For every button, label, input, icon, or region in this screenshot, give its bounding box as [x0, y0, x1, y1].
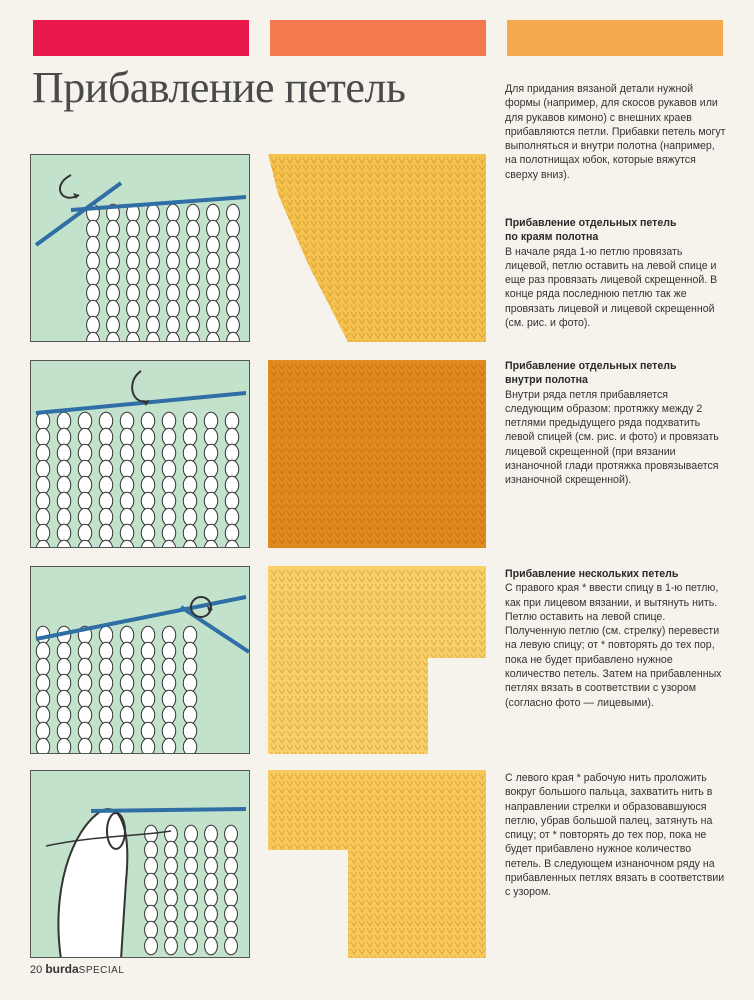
stitch-loop — [107, 220, 120, 238]
stitch-loop — [99, 706, 112, 724]
stitch-loop — [36, 508, 49, 526]
stitch-loop — [127, 332, 140, 342]
stitch-loop — [225, 444, 238, 462]
stitch-loop — [127, 300, 140, 318]
section-inner-increase — [505, 359, 727, 488]
stitch-loop — [141, 444, 154, 462]
stitch-loop — [162, 492, 175, 510]
stitch-loop — [227, 284, 240, 302]
section-heading: Прибавление нескольких петель — [505, 568, 679, 580]
stitch-loop — [99, 658, 112, 676]
photo-edge-increase — [268, 154, 486, 342]
stitch-loop — [107, 300, 120, 318]
page-number: 20 — [30, 964, 43, 976]
stitch-loop — [141, 492, 154, 510]
stitch-loop — [183, 706, 196, 724]
stitch-loop — [87, 252, 100, 270]
stitch-loop — [145, 937, 158, 955]
stitch-loop — [99, 444, 112, 462]
stitch-loop — [204, 428, 217, 446]
stitch-loop — [183, 626, 196, 644]
stitch-loop — [185, 857, 198, 875]
stitch-loop — [145, 889, 158, 907]
stitch-loop — [162, 476, 175, 494]
stitch-loop — [57, 460, 70, 478]
knit-swatch-photo — [268, 360, 486, 548]
stitch-loop — [78, 460, 91, 478]
stitch-loop — [99, 508, 112, 526]
knitting-multiple-left-diagram — [31, 771, 250, 958]
stitch-loop — [227, 300, 240, 318]
stitch-loop — [36, 492, 49, 510]
stitch-loop — [141, 674, 154, 692]
stitch-loop — [225, 937, 238, 955]
stitch-loop — [187, 284, 200, 302]
stitch-loop — [78, 524, 91, 542]
stitch-loop — [141, 476, 154, 494]
stitch-loop — [141, 642, 154, 660]
stitch-loop — [204, 444, 217, 462]
stitch-loop — [162, 444, 175, 462]
stitch-loop — [127, 220, 140, 238]
header-color-bar-red — [33, 20, 249, 56]
stitch-loop — [207, 268, 220, 286]
stitch-loop — [162, 674, 175, 692]
stitch-loop — [36, 642, 49, 660]
stitch-loop — [165, 889, 178, 907]
stitch-loop — [120, 492, 133, 510]
stitch-loop — [165, 841, 178, 859]
stitch-loop — [187, 204, 200, 222]
stitch-loop — [99, 738, 112, 754]
stitch-loop — [187, 220, 200, 238]
stitch-loop — [205, 937, 218, 955]
stitch-loop — [183, 412, 196, 430]
stitch-loop — [205, 889, 218, 907]
section-body: С левого края * рабочую нить проложить вокруг большого пальца, захватить нить в направлении стрелки и образовавшуюся петлю, убрав большой палец, затянуть на спицу; от * повторять до тех пор, пока не будет прибавлено нужное количество петель. В следующем изнаночном ряду на прибавленных петлях вязать в соответствии с узором. — [505, 772, 725, 899]
stitch-loop — [36, 460, 49, 478]
stitch-loop — [78, 690, 91, 708]
stitch-loop — [120, 444, 133, 462]
section-heading: Прибавление отдельных петель внутри полотна — [505, 360, 677, 387]
stitch-loop — [36, 674, 49, 692]
stitch-loop — [183, 508, 196, 526]
stitch-loop — [204, 460, 217, 478]
stitch-loop — [207, 284, 220, 302]
stitch-loop — [162, 428, 175, 446]
stitch-loop — [183, 642, 196, 660]
stitch-loop — [225, 476, 238, 494]
stitch-loop — [225, 492, 238, 510]
stitch-loop — [205, 841, 218, 859]
stitch-loop — [78, 492, 91, 510]
page-title: Прибавление петель — [32, 63, 406, 112]
stitch-loop — [120, 642, 133, 660]
stitch-loop — [185, 825, 198, 843]
stitch-loop — [120, 460, 133, 478]
stitch-loop — [57, 508, 70, 526]
stitch-loop — [78, 428, 91, 446]
stitch-loop — [183, 738, 196, 754]
stitch-loop — [141, 524, 154, 542]
stitch-loop — [147, 284, 160, 302]
section-body: Внутри ряда петля прибавляется следующим образом: протяжку между 2 петлями предыдущего ряда подхватить левой спицей (см. рис. и фото) и провязать лицевой скрещенной (при вязании изнаночной глади протяжка провязывается изнаночной скрещенной). — [505, 388, 719, 487]
section-heading: Прибавление отдельных петель по краям полотна — [505, 217, 677, 244]
stitch-loop — [207, 220, 220, 238]
stitch-loop — [78, 706, 91, 724]
stitch-loop — [227, 252, 240, 270]
stitch-loop — [205, 921, 218, 939]
stitch-loop — [36, 524, 49, 542]
stitch-loop — [57, 642, 70, 660]
stitch-loop — [167, 284, 180, 302]
stitch-loop — [205, 873, 218, 891]
stitch-loop — [167, 220, 180, 238]
stitch-loop — [185, 841, 198, 859]
stitch-loop — [147, 220, 160, 238]
stitch-loop — [127, 236, 140, 254]
stitch-loop — [205, 905, 218, 923]
stitch-loop — [183, 492, 196, 510]
stitch-loop — [120, 508, 133, 526]
stitch-loop — [57, 738, 70, 754]
stitch-loop — [227, 332, 240, 342]
stitch-loop — [36, 738, 49, 754]
illustration-edge-increase — [30, 154, 250, 342]
stitch-loop — [120, 706, 133, 724]
illustration-multiple-left — [30, 770, 250, 958]
stitch-loop — [36, 706, 49, 724]
stitch-loop — [167, 236, 180, 254]
stitch-loop — [57, 524, 70, 542]
stitch-loop — [185, 873, 198, 891]
stitch-loop — [141, 540, 154, 548]
stitch-loop — [78, 476, 91, 494]
stitch-loop — [36, 722, 49, 740]
stitch-loop — [78, 412, 91, 430]
knit-swatch-photo — [268, 154, 486, 342]
stitch-loop — [162, 540, 175, 548]
stitch-loop — [162, 460, 175, 478]
stitch-loop — [120, 428, 133, 446]
stitch-loop — [57, 690, 70, 708]
stitch-loop — [36, 540, 49, 548]
stitch-loop — [207, 332, 220, 342]
stitch-loop — [165, 905, 178, 923]
stitch-loop — [225, 540, 238, 548]
stitch-loop — [183, 444, 196, 462]
stitch-loop — [187, 300, 200, 318]
stitch-loop — [187, 268, 200, 286]
knitting-multiple-right-diagram — [31, 567, 250, 754]
illustration-inner-increase — [30, 360, 250, 548]
header-color-bar-orange — [270, 20, 486, 56]
stitch-loop — [225, 873, 238, 891]
stitch-loop — [107, 316, 120, 334]
stitch-loop — [147, 300, 160, 318]
stitch-loop — [57, 658, 70, 676]
footer — [30, 962, 124, 976]
stitch-loop — [141, 690, 154, 708]
stitch-loop — [225, 524, 238, 542]
stitch-loop — [183, 428, 196, 446]
stitch-loop — [207, 252, 220, 270]
stitch-loop — [99, 428, 112, 446]
stitch-loop — [78, 674, 91, 692]
stitch-loop — [147, 252, 160, 270]
stitch-loop — [145, 873, 158, 891]
stitch-loop — [107, 252, 120, 270]
header-color-bar-amber — [507, 20, 723, 56]
stitch-loop — [227, 316, 240, 334]
stitch-loop — [185, 937, 198, 955]
stitch-loop — [204, 412, 217, 430]
stitch-loop — [165, 937, 178, 955]
stitch-loop — [107, 236, 120, 254]
stitch-loop — [120, 658, 133, 676]
stitch-loop — [120, 540, 133, 548]
stitch-loop — [183, 690, 196, 708]
stitch-loop — [141, 428, 154, 446]
stitch-loop — [120, 674, 133, 692]
stitch-loop — [141, 412, 154, 430]
stitch-loop — [167, 300, 180, 318]
stitch-loop — [57, 706, 70, 724]
stitch-loop — [57, 444, 70, 462]
stitch-loop — [183, 658, 196, 676]
stitch-loop — [162, 706, 175, 724]
knitting-edge-diagram — [31, 155, 250, 342]
stitch-loop — [99, 476, 112, 494]
stitch-loop — [78, 658, 91, 676]
hand-shape — [58, 809, 127, 958]
stitch-loop — [165, 921, 178, 939]
stitch-loop — [36, 444, 49, 462]
stitch-loop — [227, 204, 240, 222]
section-multiple-increase — [505, 567, 727, 710]
stitch-loop — [87, 300, 100, 318]
stitch-loop — [204, 492, 217, 510]
brand-logo: burda — [45, 962, 79, 976]
stitch-loop — [162, 508, 175, 526]
stitch-loop — [145, 841, 158, 859]
stitch-loop — [36, 428, 49, 446]
stitch-loop — [183, 722, 196, 740]
stitch-loop — [204, 476, 217, 494]
stitch-loop — [187, 236, 200, 254]
photo-multiple-right — [268, 566, 486, 754]
stitch-loop — [99, 690, 112, 708]
stitch-loop — [227, 236, 240, 254]
stitch-loop — [167, 204, 180, 222]
stitch-loop — [120, 476, 133, 494]
stitch-loop — [120, 412, 133, 430]
stitch-loop — [87, 332, 100, 342]
stitch-loop — [227, 268, 240, 286]
intro-text: Для придания вязаной детали нужной формы (например, для скосов рукавов или для рукавов кимоно) с внешних краев прибавляются петли. Прибавки петель могут выполняться и внутри полотна (например, на полотнищах юбок, которые вяжутся сверху вниз). — [505, 83, 726, 181]
stitch-loop — [162, 524, 175, 542]
stitch-loop — [165, 873, 178, 891]
stitch-loop — [99, 412, 112, 430]
stitch-loop — [225, 921, 238, 939]
stitch-loop — [120, 626, 133, 644]
stitch-loop — [141, 706, 154, 724]
stitch-loop — [147, 204, 160, 222]
stitch-loop — [141, 460, 154, 478]
stitch-loop — [99, 674, 112, 692]
stitch-loop — [78, 540, 91, 548]
stitch-loop — [36, 690, 49, 708]
stitch-loop — [167, 332, 180, 342]
stitch-loop — [120, 524, 133, 542]
stitch-loop — [141, 658, 154, 676]
stitch-loop — [204, 524, 217, 542]
stitch-loop — [145, 857, 158, 875]
stitch-loop — [78, 444, 91, 462]
stitch-loop — [78, 642, 91, 660]
stitch-loop — [87, 236, 100, 254]
stitch-loop — [57, 674, 70, 692]
stitch-loop — [36, 658, 49, 676]
stitch-loop — [99, 492, 112, 510]
stitch-loop — [167, 316, 180, 334]
stitch-loop — [185, 921, 198, 939]
stitch-loop — [141, 626, 154, 644]
stitch-loop — [225, 889, 238, 907]
stitch-loop — [183, 524, 196, 542]
stitch-loop — [162, 658, 175, 676]
stitch-loop — [120, 722, 133, 740]
photo-inner-increase — [268, 360, 486, 548]
stitch-loop — [141, 738, 154, 754]
stitch-loop — [120, 738, 133, 754]
stitch-loop — [107, 268, 120, 286]
stitch-loop — [127, 252, 140, 270]
stitch-loop — [225, 857, 238, 875]
stitch-loop — [57, 492, 70, 510]
section-multiple-left — [505, 771, 727, 900]
stitch-loop — [145, 921, 158, 939]
stitch-loop — [225, 841, 238, 859]
stitch-loop — [167, 252, 180, 270]
photo-multiple-left — [268, 770, 486, 958]
section-body: С правого края * ввести спицу в 1-ю петлю, как при лицевом вязании, и вытянуть нить. Петлю оставить на левой спице. Полученную петлю (см. стрелку) перевести на левую спицу; от * повторять до тех пор, пока не будет прибавлено нужное количество петель. Затем на прибавленных петлях вязать в соответствии с узором (согласно фото — лицевыми). — [505, 582, 722, 709]
stitch-loop — [187, 332, 200, 342]
knitting-inner-diagram — [31, 361, 250, 548]
stitch-loop — [167, 268, 180, 286]
stitch-loop — [99, 642, 112, 660]
brand-suffix: SPECIAL — [78, 965, 125, 976]
stitch-loop — [187, 252, 200, 270]
stitch-loop — [162, 738, 175, 754]
stitch-loop — [225, 412, 238, 430]
stitch-loop — [36, 412, 49, 430]
stitch-loop — [99, 540, 112, 548]
stitch-loop — [107, 332, 120, 342]
stitch-loop — [99, 460, 112, 478]
stitch-loop — [162, 626, 175, 644]
stitch-loop — [57, 540, 70, 548]
stitch-loop — [99, 524, 112, 542]
stitch-loop — [127, 268, 140, 286]
stitch-loop — [87, 284, 100, 302]
stitch-loop — [187, 316, 200, 334]
stitch-loop — [162, 412, 175, 430]
stitch-loop — [147, 236, 160, 254]
stitch-loop — [78, 722, 91, 740]
stitch-loop — [225, 825, 238, 843]
stitch-loop — [185, 889, 198, 907]
stitch-loop — [57, 428, 70, 446]
stitch-loop — [99, 722, 112, 740]
stitch-loop — [204, 540, 217, 548]
stitch-loop — [141, 508, 154, 526]
stitch-loop — [147, 316, 160, 334]
stitch-loop — [145, 905, 158, 923]
stitch-loop — [87, 316, 100, 334]
stitch-loop — [120, 690, 133, 708]
stitch-loop — [183, 460, 196, 478]
stitch-loop — [57, 476, 70, 494]
knit-swatch-photo — [268, 566, 486, 754]
stitch-loop — [207, 300, 220, 318]
stitch-loop — [207, 204, 220, 222]
stitch-loop — [87, 268, 100, 286]
knit-swatch-photo — [268, 770, 486, 958]
stitch-loop — [183, 476, 196, 494]
stitch-loop — [99, 626, 112, 644]
stitch-loop — [87, 220, 100, 238]
stitch-loop — [147, 268, 160, 286]
illustration-multiple-right — [30, 566, 250, 754]
stitch-loop — [162, 722, 175, 740]
stitch-loop — [78, 738, 91, 754]
stitch-loop — [204, 508, 217, 526]
stitch-loop — [162, 642, 175, 660]
section-edge-increase — [505, 216, 727, 330]
stitch-loop — [185, 905, 198, 923]
stitch-loop — [107, 284, 120, 302]
stitch-loop — [225, 508, 238, 526]
stitch-loop — [225, 428, 238, 446]
stitch-loop — [57, 722, 70, 740]
stitch-loop — [36, 476, 49, 494]
stitch-loop — [225, 905, 238, 923]
stitch-loop — [127, 284, 140, 302]
stitch-loop — [227, 220, 240, 238]
stitch-loop — [162, 690, 175, 708]
stitch-loop — [205, 825, 218, 843]
stitch-loop — [165, 825, 178, 843]
stitch-loop — [127, 316, 140, 334]
stitch-loop — [207, 316, 220, 334]
stitch-loop — [205, 857, 218, 875]
stitch-loop — [225, 460, 238, 478]
stitch-loop — [57, 412, 70, 430]
stitch-loop — [183, 674, 196, 692]
stitch-loop — [141, 722, 154, 740]
stitch-loop — [78, 508, 91, 526]
section-body: В начале ряда 1-ю петлю провязать лицевой, петлю оставить на левой спице и еще раз провязать лицевой скрещенной. В конце ряда последнюю петлю так же провязать лицевой и лицевой скрещенной (см. рис. и фото). — [505, 245, 718, 330]
stitch-loop — [165, 857, 178, 875]
stitch-loop — [207, 236, 220, 254]
stitch-loop — [183, 540, 196, 548]
stitch-loop — [147, 332, 160, 342]
